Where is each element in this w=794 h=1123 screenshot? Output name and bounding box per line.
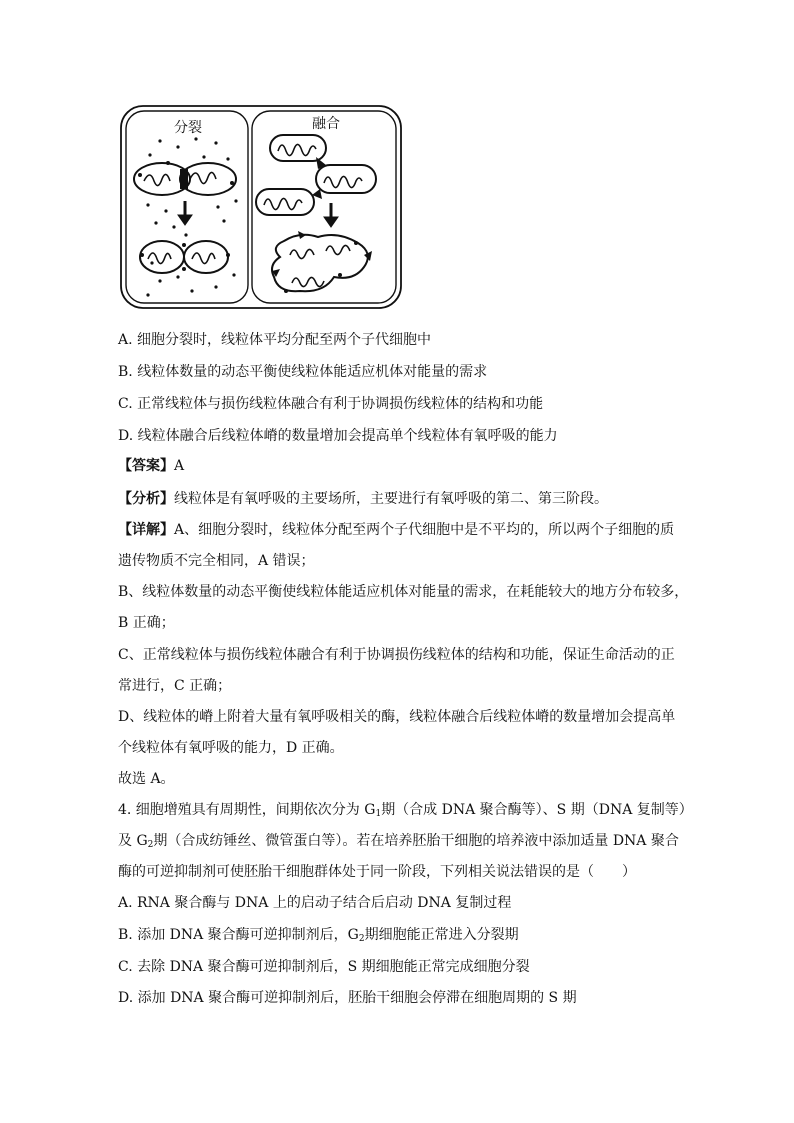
detail-line-6: 常进行，C 正确； <box>118 678 232 694</box>
mitochondria-figure <box>120 105 402 309</box>
q3-option-a: A. 细胞分裂时，线粒体平均分配至两个子代细胞中 <box>118 332 432 348</box>
q4-stem-line-2: 及 $G_2$期（合成纺锤丝、微管蛋白等）。若在培养胚胎干细胞的培养液中添加适量 DNA 聚合 <box>118 833 679 850</box>
q3-option-d: D. 线粒体融合后线粒体嵴的数量增加会提高单个线粒体有氧呼吸的能力 <box>118 428 558 444</box>
detail-line-3: B、线粒体数量的动态平衡使线粒体能适应机体对能量的需求，在耗能较大的地方分布较多， <box>118 584 689 600</box>
detail-label: 【详解】 <box>118 522 174 538</box>
detail-line-4: B 正确； <box>118 615 175 631</box>
detail-line-7: D、线粒体的嵴上附着大量有氧呼吸相关的酶，线粒体融合后线粒体嵴的数量增加会提高单 <box>118 709 676 725</box>
fusion-arrow <box>324 203 338 227</box>
answer-label: 【答案】 <box>118 458 174 474</box>
detail-line-5: C、正常线粒体与损伤线粒体融合有利于协调损伤线粒体的结构和功能，保证生命活动的正 <box>118 647 675 663</box>
detail-line-1 <box>118 520 674 540</box>
fission-label: 分裂 <box>174 120 202 136</box>
detail-line-8: 个线粒体有氧呼吸的能力，D 正确。 <box>118 740 344 756</box>
analysis-label: 【分析】 <box>118 491 174 507</box>
answer-line <box>118 456 184 476</box>
detail-text-1: A、细胞分裂时，线粒体分配至两个子代细胞中是不平均的，所以两个子细胞的质 <box>174 522 675 538</box>
detail-line-9: 故选 A。 <box>118 771 175 787</box>
mitochondria-diagram <box>120 105 402 309</box>
q4-option-b: B. 添加 DNA 聚合酶可逆抑制剂后，$G_2$期细胞能正常进入分裂期 <box>118 927 519 944</box>
q4-stem-line-3: 酶的可逆抑制剂可使胚胎干细胞群体处于同一阶段，下列相关说法错误的是（ ） <box>118 864 636 880</box>
fission-constriction <box>180 169 188 189</box>
analysis-text: 线粒体是有氧呼吸的主要场所，主要进行有氧呼吸的第二、第三阶段。 <box>174 491 608 507</box>
q4-option-d: D. 添加 DNA 聚合酶可逆抑制剂后，胚胎干细胞会停滞在细胞周期的 S 期 <box>118 990 577 1006</box>
q3-option-c: C. 正常线粒体与损伤线粒体融合有利于协调损伤线粒体的结构和功能 <box>118 396 544 412</box>
fusion-label: 融合 <box>312 116 340 132</box>
fused-mitochondria-network <box>272 235 368 291</box>
outer-frame <box>121 106 401 308</box>
fission-panel <box>126 111 248 303</box>
analysis-line <box>118 489 608 509</box>
q4-stem-line-1: 4. 细胞增殖具有周期性，间期依次分为 $G_1$期（合成 DNA 聚合酶等）、S 期（DNA 复制等） <box>118 802 693 819</box>
q3-option-b: B. 线粒体数量的动态平衡使线粒体能适应机体对能量的需求 <box>118 364 488 380</box>
fission-arrow <box>178 201 192 225</box>
q4-option-a: A. RNA 聚合酶与 DNA 上的启动子结合后启动 DNA 复制过程 <box>118 895 512 911</box>
q4-option-c: C. 去除 DNA 聚合酶可逆抑制剂后，S 期细胞能正常完成细胞分裂 <box>118 959 530 975</box>
detail-line-2: 遗传物质不完全相同，A 错误； <box>118 553 315 569</box>
answer-value: A <box>174 458 185 474</box>
fusion-mitochondria <box>256 135 376 215</box>
